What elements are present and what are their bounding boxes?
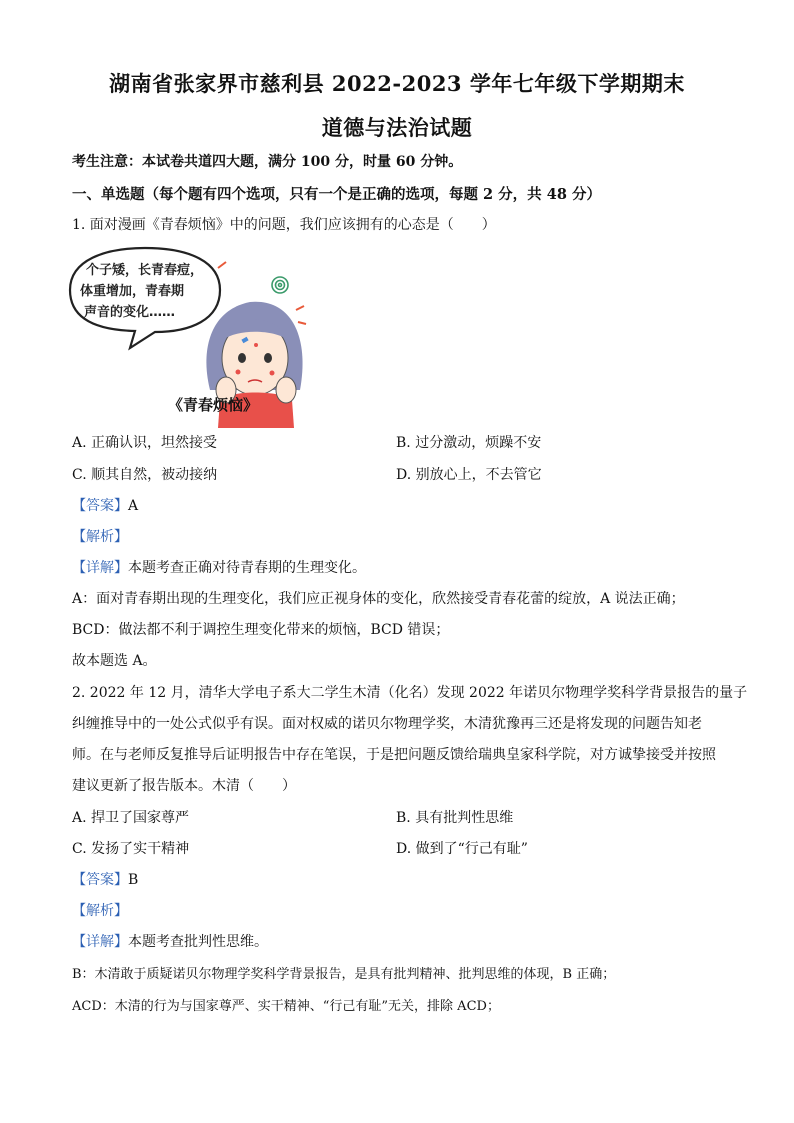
q1-answer-line — [72, 495, 138, 515]
q1-answer: A — [128, 498, 139, 514]
question-2-stem-line3: 师。在与老师反复推导后证明报告中存在笔误，于是把问题反馈给瑞典皇家科学院，对方诚挚接受并按照 — [72, 747, 716, 763]
q2-option-d: D. 做到了“行己有耻” — [396, 841, 528, 857]
q1-analysis-a: A：面对青春期出现的生理变化，我们应正视身体的变化，欣然接受青春花蕾的绽放，A 说法正确； — [72, 591, 685, 607]
answer-tag: 【答案】 — [72, 872, 128, 888]
bubble-line-3: 声音的变化…… — [84, 305, 176, 320]
answer-tag: 【答案】 — [72, 498, 128, 514]
exam-title-line2: 道德与法治试题 — [321, 115, 473, 140]
question-2-stem-line2: 纠缠推导中的一处公式似乎有误。面对权威的诺贝尔物理学奖，木清犹豫再三还是将发现的问题告知老 — [72, 716, 702, 732]
girl-hand-right — [276, 377, 296, 403]
detail-tag: 【详解】 — [72, 560, 128, 576]
q2-option-c: C. 发扬了实干精神 — [72, 841, 190, 857]
q1-analysis-bcd: BCD：做法都不利于调控生理变化带来的烦恼，BCD 错误； — [72, 622, 450, 638]
q1-detail-line — [72, 557, 366, 577]
q2-answer-line — [72, 869, 138, 889]
exam-title-line1: 湖南省张家界市慈利县 2022-2023 学年七年级下学期期末 — [109, 71, 685, 96]
q2-analysis-b: B：木清敢于质疑诺贝尔物理学奖科学背景报告，是具有批判精神、批判思维的体现，B 正确； — [72, 967, 616, 982]
q1-option-c: C. 顺其自然，被动接纳 — [72, 467, 218, 483]
question-2-stem-line4: 建议更新了报告版本。木清（ ） — [72, 778, 296, 794]
q2-detail: 本题考查批判性思维。 — [128, 934, 268, 950]
dizzy-spiral-icon — [272, 277, 288, 293]
bubble-line-1: 个子矮，长青春痘， — [86, 263, 204, 278]
q1-option-d: D. 别放心上，不去管它 — [396, 467, 542, 483]
q2-answer: B — [128, 872, 139, 888]
exam-notice: 考生注意：本试卷共道四大题，满分 100 分，时量 60 分钟。 — [72, 154, 463, 170]
q1-option-a: A. 正确认识，坦然接受 — [72, 435, 218, 451]
q2-analysis-tag: 【解析】 — [72, 903, 128, 919]
section-heading: 一、单选题（每个题有四个选项，只有一个是正确的选项，每题 2 分，共 48 分） — [72, 186, 601, 203]
detail-tag: 【详解】 — [72, 934, 128, 950]
cartoon-caption: 《青春烦恼》 — [168, 396, 259, 414]
question-2-stem-line1: 2. 2022 年 12 月，清华大学电子系大二学生木清（化名）发现 2022 年诺贝尔物理学奖科学背景报告的量子 — [72, 685, 748, 701]
q2-analysis-acd: ACD：木清的行为与国家尊严、实干精神、“行己有耻”无关，排除 ACD； — [72, 999, 500, 1014]
q2-option-a: A. 捍卫了国家尊严 — [72, 810, 190, 826]
question-1-stem: 1. 面对漫画《青春烦恼》中的问题，我们应该拥有的心态是（ ） — [72, 217, 496, 233]
q2-detail-line — [72, 931, 268, 951]
q2-option-b: B. 具有批判性思维 — [396, 810, 514, 826]
bubble-line-2: 体重增加，青春期 — [80, 284, 185, 299]
q1-option-b: B. 过分激动，烦躁不安 — [396, 435, 542, 451]
q1-conclusion: 故本题选 A。 — [72, 653, 157, 669]
q1-analysis-tag: 【解析】 — [72, 529, 128, 545]
q1-detail: 本题考查正确对待青春期的生理变化。 — [128, 560, 366, 576]
